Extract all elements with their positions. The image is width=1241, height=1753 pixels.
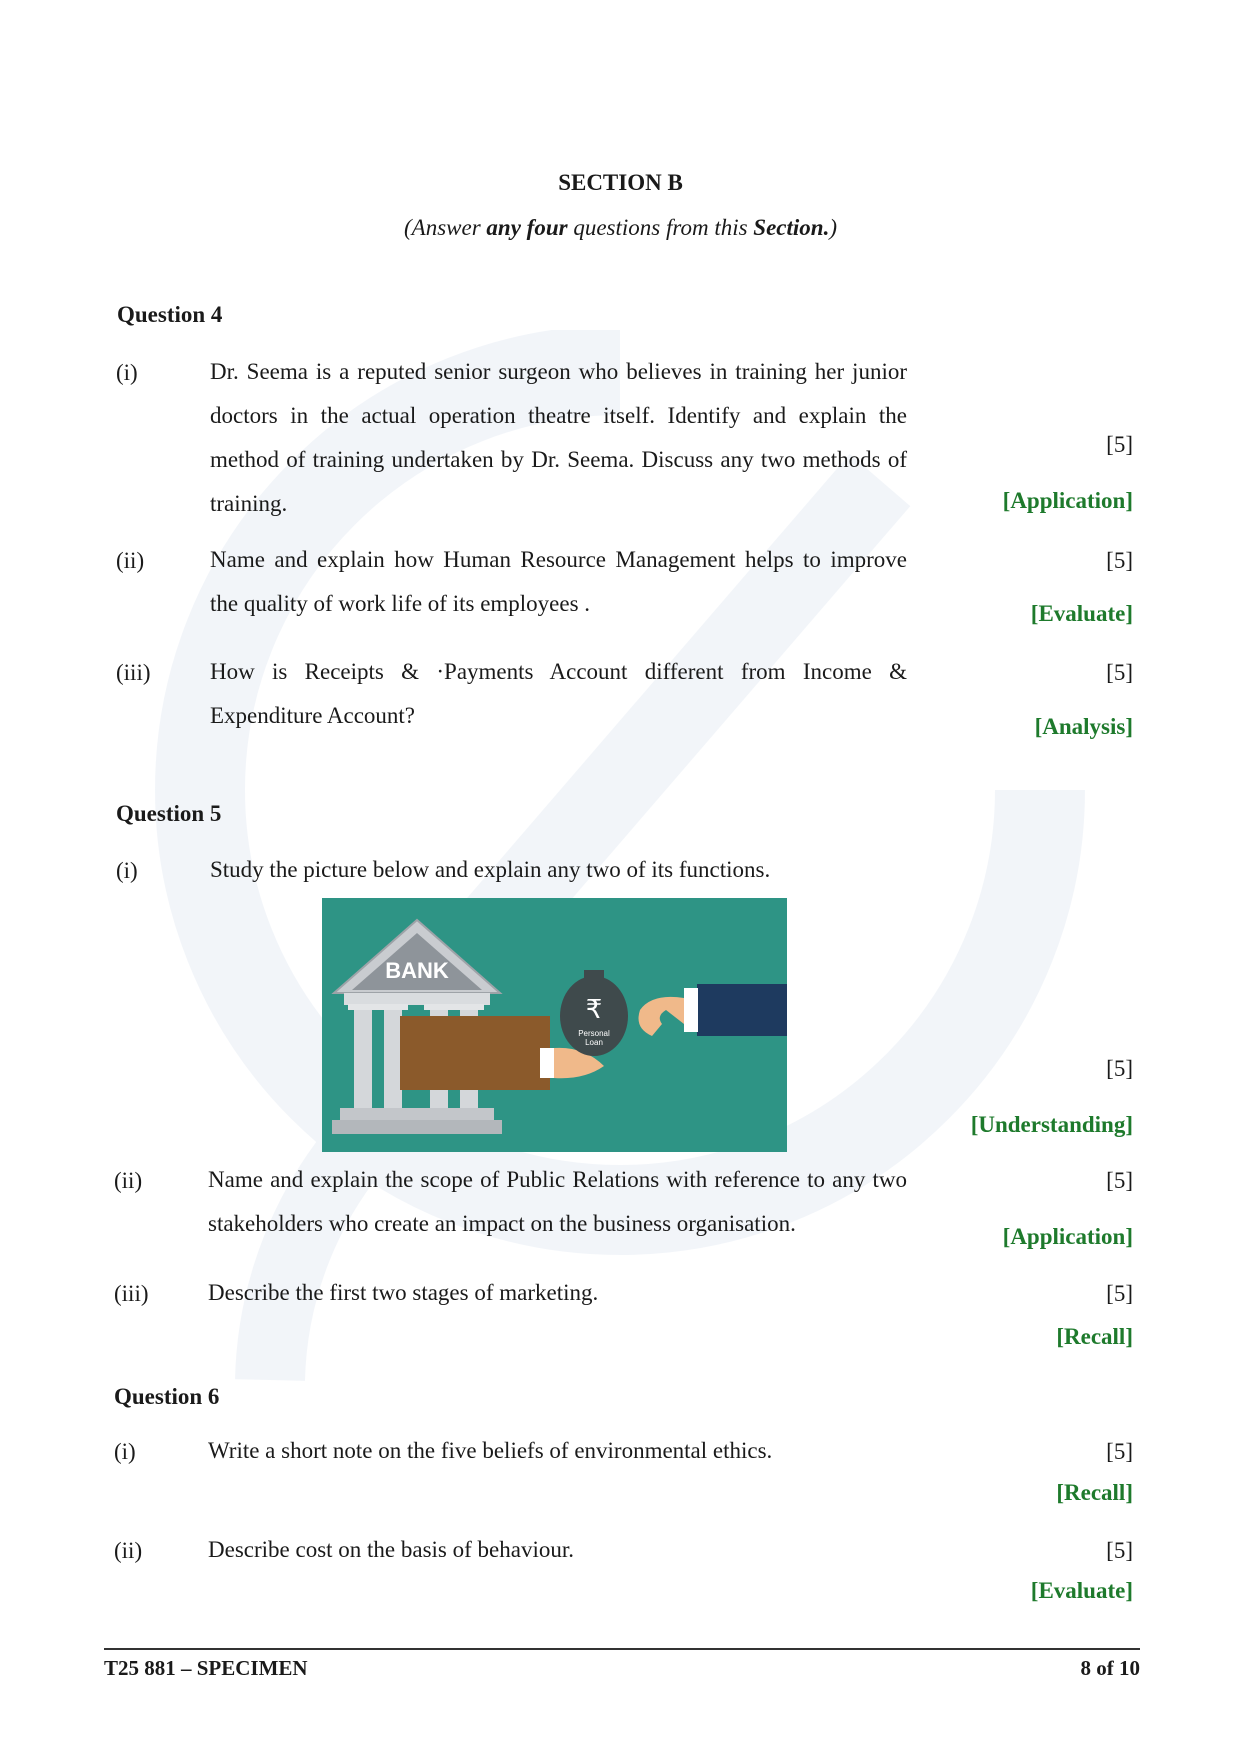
q6-part-1-marks: [5] — [1106, 1439, 1133, 1464]
section-title: SECTION B — [558, 170, 683, 195]
q4-part-3-level: [Analysis] — [1034, 714, 1133, 739]
bag-label-loan: Loan — [585, 1038, 603, 1047]
q6-part-1-text: Write a short note on the five beliefs of environmental ethics. — [208, 1438, 773, 1463]
q5-part-3-marks: [5] — [1106, 1281, 1133, 1306]
q5-part-2-text: Name and explain the scope of Public Relations with reference to any two stakeholders who create an impact on the business organisation. — [208, 1167, 907, 1236]
q6-part-2-number: (ii) — [114, 1538, 143, 1563]
q4-part-2-marks: [5] — [1106, 548, 1133, 573]
q5-part-3-level: [Recall] — [1056, 1324, 1133, 1349]
q5-part-2-number: (ii) — [114, 1168, 143, 1193]
q5-part-3-number: (iii) — [114, 1281, 149, 1306]
q4-part-1-text: Dr. Seema is a reputed senior surgeon who believes in training her junior doctors in the actual operation theatre itself. Identify and explain the method of training undertaken by Dr. Seema. Discuss any two methods of training. — [210, 359, 907, 516]
q4-part-2-level: [Evaluate] — [1030, 601, 1133, 626]
q5-part-2-marks: [5] — [1106, 1168, 1133, 1193]
q5-part-2-level: [Application] — [1002, 1224, 1133, 1249]
question-5-heading: Question 5 — [116, 801, 222, 826]
q5-part-1-level: [Understanding] — [970, 1112, 1133, 1137]
q4-part-2-number: (ii) — [116, 548, 145, 573]
q4-part-3-text: How is Receipts & ·Payments Account different from Income & Expenditure Account? — [210, 659, 907, 728]
q6-part-1-number: (i) — [114, 1439, 136, 1464]
q6-part-2-text: Describe cost on the basis of behaviour. — [208, 1537, 574, 1562]
q5-part-1-marks: [5] — [1106, 1056, 1133, 1081]
footer-paper-code: T25 881 – SPECIMEN — [104, 1656, 308, 1680]
bank-loan-picture — [322, 898, 787, 1152]
section-instruction: (Answer any four questions from this Section.) — [404, 215, 837, 240]
q6-part-2-marks: [5] — [1106, 1538, 1133, 1563]
q4-part-1-number: (i) — [116, 360, 138, 385]
q5-part-1-number: (i) — [116, 858, 138, 883]
q5-part-1-text: Study the picture below and explain any two of its functions. — [210, 857, 771, 882]
bag-label-personal: Personal — [578, 1029, 610, 1038]
question-4-heading: Question 4 — [117, 302, 223, 327]
footer-rule — [104, 1648, 1140, 1650]
question-6-heading: Question 6 — [114, 1384, 220, 1409]
q4-part-3-number: (iii) — [116, 660, 151, 685]
q6-part-2-level: [Evaluate] — [1030, 1578, 1133, 1603]
bank-sign: BANK — [385, 958, 449, 983]
footer-page-number: 8 of 10 — [1080, 1656, 1140, 1680]
q4-part-1-marks: [5] — [1106, 432, 1133, 457]
q4-part-1-level: [Application] — [1002, 488, 1133, 513]
q6-part-1-level: [Recall] — [1056, 1480, 1133, 1505]
q4-part-2-text: Name and explain how Human Resource Management helps to improve the quality of work life of its employees . — [210, 547, 907, 616]
q5-part-3-text: Describe the first two stages of marketing. — [208, 1280, 599, 1305]
q4-part-3-marks: [5] — [1106, 660, 1133, 685]
bank-loan-illustration — [322, 898, 787, 1152]
rupee-icon: ₹ — [585, 995, 603, 1025]
